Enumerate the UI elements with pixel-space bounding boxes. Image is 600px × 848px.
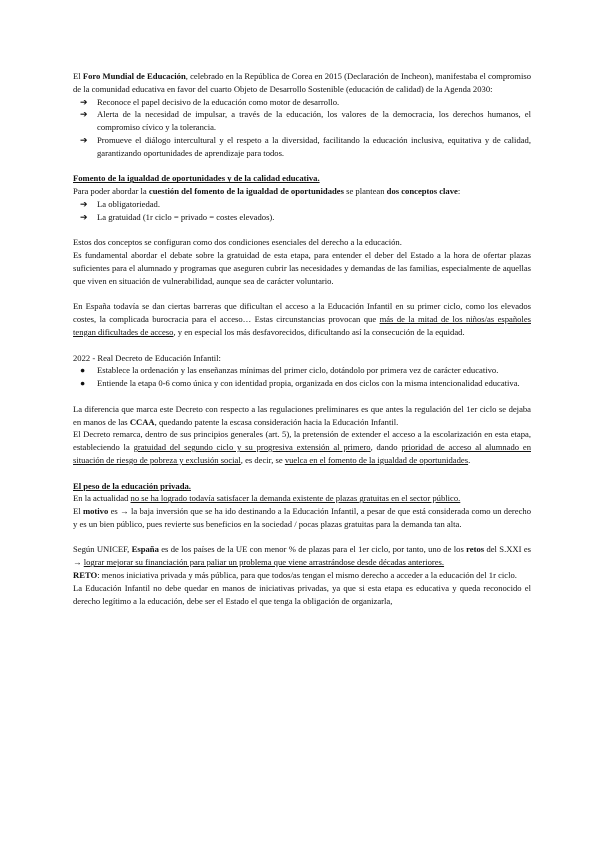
list-item: ➔ Reconoce el papel decisivo de la educación como motor de desarrollo. (80, 96, 340, 107)
paragraph: Estos dos conceptos se configuran como dos condiciones esenciales del derecho a la educación. (73, 237, 402, 248)
arrow-icon: ➔ (80, 198, 88, 209)
arrow-icon: ➔ (80, 96, 88, 107)
paragraph: La Educación Infantil no debe quedar en manos de iniciativas privadas, ya que si esta etapa es educativa y queda reconocido el derecho legítimo a la educación, debe ser el Estado el que tenga la obligación de organizarla, (73, 582, 531, 606)
list-item: ➔ La obligatoriedad. (80, 198, 160, 209)
arrow-icon: ➔ (80, 109, 88, 120)
forum-name: Foro Mundial de Educación (82, 71, 186, 81)
paragraph: La diferencia que marca este Decreto con respecto a las regulaciones preliminares es que antes la regulación del 1er ciclo se dejaba en manos de las CCAA, quedando patente la escasa consideración hacia la Educación Infantil. (73, 403, 531, 427)
concepts-lead: Para poder abordar la cuestión del fomento de la igualdad de oportunidades se plantean dos conceptos clave: (73, 186, 461, 197)
section-heading: El peso de la educación privada. (73, 480, 191, 491)
decree-list (73, 364, 531, 390)
arrow-icon: ➔ (80, 211, 88, 222)
list-item: ➔ La gratuidad (1r ciclo = privado = costes elevados). (80, 211, 275, 222)
list-item: ➔ Promueve el diálogo intercultural y el respeto a la diversidad, facilitando la educación inclusiva, equitativa y de calidad, garantizando oportunidades de aprendizaje para todos. (80, 134, 531, 158)
paragraph: En la actualidad no se ha logrado todavía satisfacer la demanda existente de plazas gratuitas en el sector público. (73, 493, 461, 504)
intro-arrow-list (73, 96, 531, 160)
paragraph: Es fundamental abordar el debate sobre la gratuidad de esta etapa, para entender el deber del Estado a la hora de ofertar plazas suficientes para el alumnado y programas que aseguren cubrir las necesidades y demandas de las familias, especialmente de aquellas que viven en situación de vulnerabilidad, aunque sea de carácter voluntario. (73, 250, 531, 286)
bullet-icon: ● (80, 378, 86, 389)
decree-title: 2022 - Real Decreto de Educación Infantil: (73, 352, 221, 363)
bullet-icon: ● (80, 365, 86, 376)
arrow-icon: ➔ (80, 134, 88, 145)
paragraph: El motivo es → la baja inversión que se ha ido destinando a la Educación Infantil, a pesar de que está considerada como un derecho y es un bien público, pues revierte sus beneficios en la sociedad / pocas plazas gratuitas para la demanda tan alta. (73, 506, 531, 529)
intro-paragraph: El Foro Mundial de Educación, celebrado en la República de Corea en 2015 (Declaración de Incheon), manifestaba el compromiso de la comunidad educativa en favor del cuarto Objeto de Desarrollo Sostenible (educación de calidad) de la Agenda 2030: (73, 71, 532, 94)
paragraph: Según UNICEF, España es de los países de la UE con menor % de plazas para el 1er ciclo, por tanto, uno de los retos del S.XXI es → lograr mejorar su financiación para paliar un problema que viene arrastrándose desde décadas anteriores. (73, 544, 531, 568)
paragraph: En España todavía se dan ciertas barreras que dificultan el acceso a la Educación Infantil en su primer ciclo, como los elevados costes, la complicada burocracia para el acceso… Estas circunstancias provocan que más de la mitad de los niños/as españoles tengan dificultades de acceso, y en especial los más desfavorecidos, dificultando así la consecución de la equidad. (73, 301, 531, 337)
list-item: ➔ Alerta de la necesidad de impulsar, a través de la educación, los valores de la democracia, los derechos humanos, el compromiso cívico y la tolerancia. (80, 109, 531, 133)
list-item: ● Establece la ordenación y las enseñanzas mínimas del primer ciclo, dotándolo por primera vez de carácter educativo. (80, 365, 499, 376)
list-item: ● Entiende la etapa 0-6 como única y con identidad propia, organizada en dos ciclos con la misma intencionalidad educativa. (80, 378, 520, 389)
paragraph: RETO: menos iniciativa privada y más pública, para que todos/as tengan el mismo derecho a acceder a la educación del 1r ciclo. (73, 570, 517, 581)
section-heading: Fomento de la igualdad de oportunidades y de la calidad educativa. (73, 173, 320, 184)
concepts-list (73, 198, 531, 224)
document-page (73, 70, 531, 607)
paragraph: El Decreto remarca, dentro de sus principios generales (art. 5), la pretensión de extender el acceso a la escolarización en esta etapa, estableciendo la gratuidad del segundo ciclo y su progresiva extensión al primero, dando prioridad de acceso al alumnado en situación de riesgo de pobreza y exclusión social, es decir, se vuelca en el fomento de la igualdad de oportunidades. (73, 429, 531, 465)
